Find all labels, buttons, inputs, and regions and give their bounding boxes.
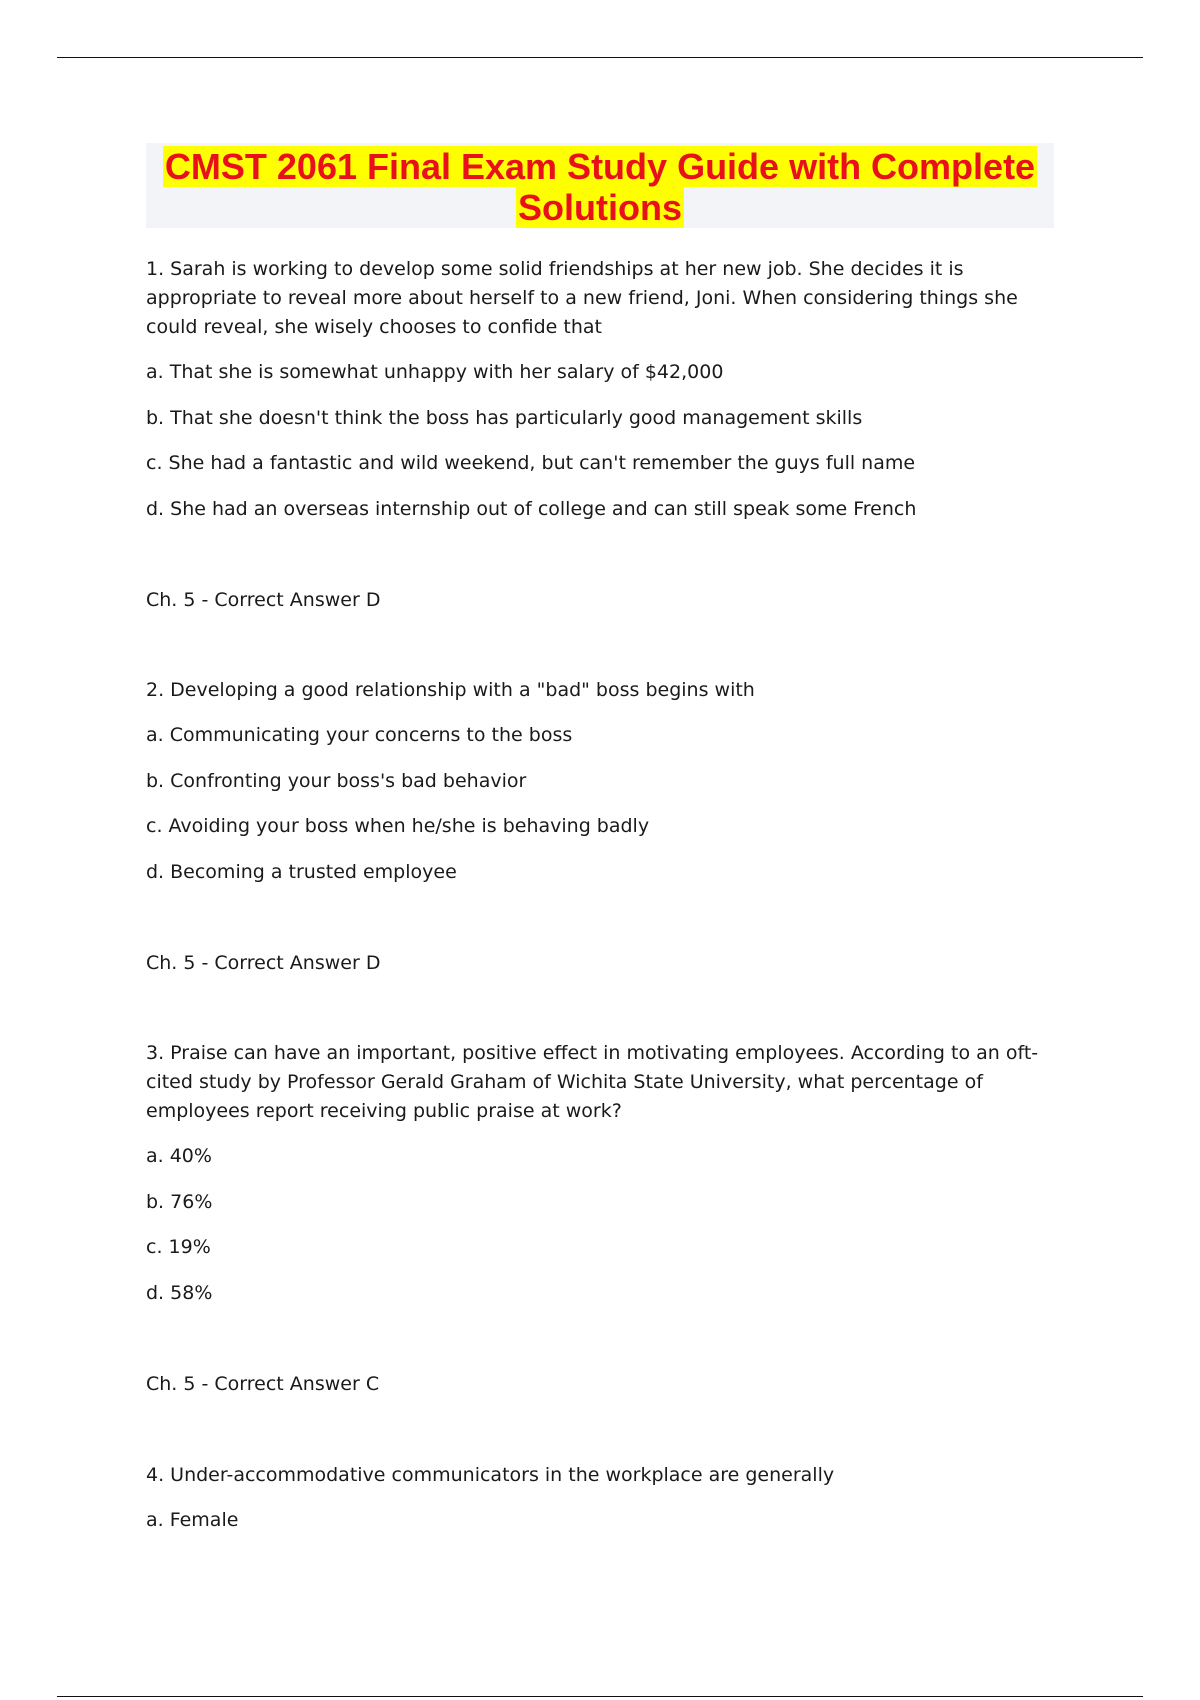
question-2-option-b: b. Confronting your boss's bad behavior [146,770,527,792]
document-title [146,143,1054,228]
question-3-option-a: a. 40% [146,1145,212,1167]
title-line-1: CMST 2061 Final Exam Study Guide with Complete [164,146,1036,187]
question-1-option-c: c. She had a fantastic and wild weekend, but can't remember the guys full name [146,452,916,474]
question-1-prompt: 1. Sarah is working to develop some solid friendships at her new job. She decides it is appropriate to reveal more about herself to a new friend, Joni. When considering things she could reveal, she wisely chooses to confide that [146,258,1018,338]
question-4-option-a: a. Female [146,1509,239,1531]
question-3-option-b: b. 76% [146,1191,213,1213]
question-3-option-d: d. 58% [146,1282,213,1304]
question-2-option-c: c. Avoiding your boss when he/she is behaving badly [146,815,650,837]
question-2-prompt: 2. Developing a good relationship with a "bad" boss begins with [146,679,755,701]
bottom-rule [57,1696,1143,1697]
question-1-option-d: d. She had an overseas internship out of college and can still speak some French [146,498,917,520]
question-3-answer: Ch. 5 - Correct Answer C [146,1373,380,1395]
question-2-answer: Ch. 5 - Correct Answer D [146,952,381,974]
question-4-prompt: 4. Under-accommodative communicators in the workplace are generally [146,1464,835,1486]
question-2-option-d: d. Becoming a trusted employee [146,861,457,883]
question-1-option-b: b. That she doesn't think the boss has particularly good management skills [146,407,863,429]
title-line-2: Solutions [518,187,682,228]
question-1-answer: Ch. 5 - Correct Answer D [146,589,381,611]
title-block [146,143,1054,228]
top-rule [57,57,1143,58]
question-3-option-c: c. 19% [146,1236,211,1258]
question-3-prompt: 3. Praise can have an important, positive effect in motivating employees. According to an oft-cited study by Professor Gerald Graham of Wichita State University, what percentage of employees report receiving public praise at work? [146,1042,1039,1122]
question-1-option-a: a. That she is somewhat unhappy with her salary of $42,000 [146,361,724,383]
question-2-option-a: a. Communicating your concerns to the boss [146,724,573,746]
